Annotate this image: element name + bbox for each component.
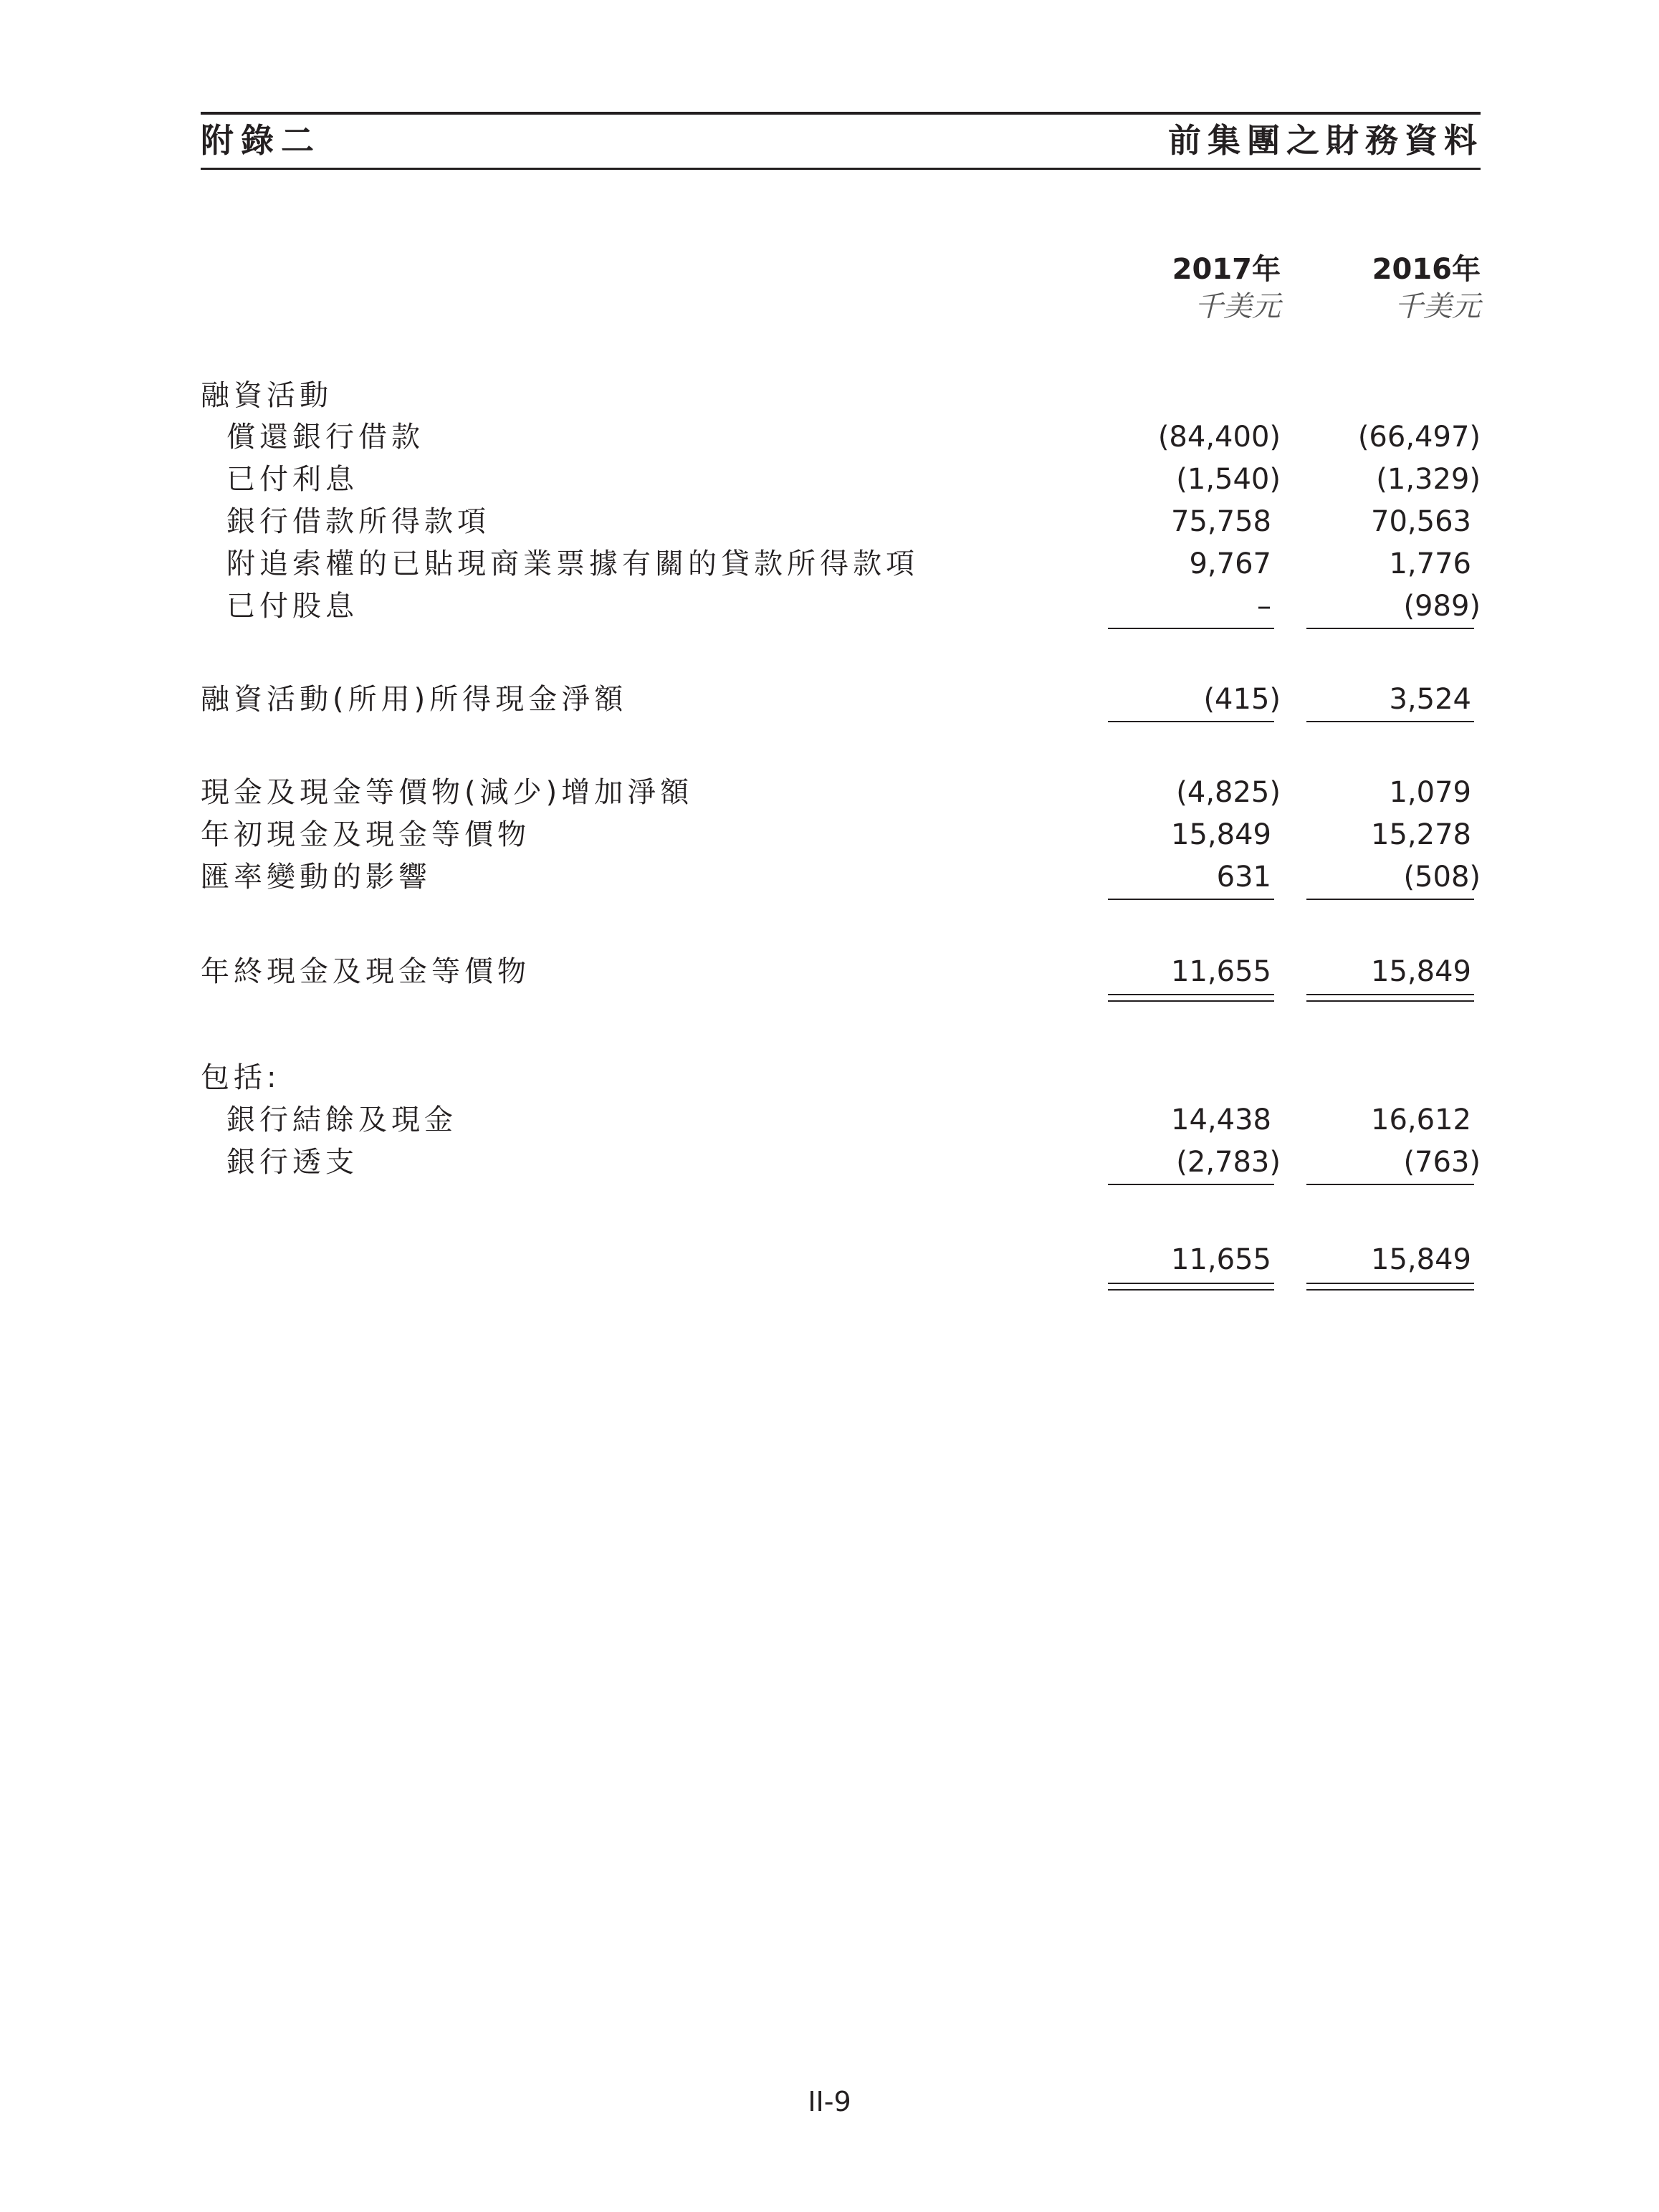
subtotal-rule: [1108, 899, 1274, 900]
table-row: [0, 417, 1659, 457]
page-number: II-9: [808, 2086, 851, 2117]
row-label: 償還銀行借款: [226, 421, 424, 454]
header-top-rule: [201, 112, 1481, 115]
value-2016: (66,497): [1357, 421, 1481, 454]
row-label: 已付利息: [226, 463, 358, 496]
table-row: [0, 1100, 1659, 1140]
value-2016: (763): [1403, 1146, 1481, 1179]
value-2017: (415): [1203, 683, 1281, 716]
table-row: [0, 1058, 1659, 1098]
section-title: 前集團之財務資料: [1168, 121, 1483, 160]
subtotal-rule: [1108, 721, 1274, 722]
column-unit-2016: 千美元: [1395, 290, 1481, 323]
column-header-2017: [1066, 251, 1281, 325]
value-2016: 16,612: [1371, 1103, 1471, 1136]
row-label: 融資活動: [201, 379, 333, 412]
value-2017: 11,655: [1171, 1243, 1271, 1276]
table-row: [0, 459, 1659, 499]
column-header-2016: [1266, 251, 1481, 325]
table-row: [0, 1142, 1659, 1182]
table-row: [0, 857, 1659, 897]
value-2016: 15,849: [1371, 955, 1471, 988]
subtotal-rule: [1306, 899, 1474, 900]
total-double-rule: [1108, 994, 1274, 995]
table-row: [0, 815, 1659, 855]
value-2016: 3,524: [1389, 683, 1471, 716]
total-double-rule: [1306, 1283, 1474, 1284]
value-2016: (1,329): [1376, 463, 1481, 496]
row-label: 融資活動(所用)所得現金淨額: [201, 683, 628, 716]
column-year-2016: 2016年: [1372, 253, 1481, 286]
row-label: 年初現金及現金等價物: [201, 818, 530, 851]
subtotal-rule: [1306, 721, 1474, 722]
row-label: 已付股息: [226, 590, 358, 623]
table-row: [0, 952, 1659, 992]
header-bottom-rule: [201, 168, 1481, 170]
total-double-rule: [1108, 1000, 1274, 1002]
value-2016: 70,563: [1371, 505, 1471, 538]
value-2016: (989): [1403, 590, 1481, 623]
column-unit-2017: 千美元: [1195, 290, 1281, 323]
value-2017: 75,758: [1171, 505, 1271, 538]
total-double-rule: [1108, 1289, 1274, 1291]
row-label: 匯率變動的影響: [201, 861, 431, 894]
value-2017: (4,825): [1176, 776, 1281, 809]
row-label: 包括:: [201, 1061, 281, 1094]
column-year-2017: 2017年: [1172, 253, 1281, 286]
table-row: [0, 772, 1659, 813]
total-double-rule: [1306, 1289, 1474, 1291]
table-row: [0, 544, 1659, 584]
row-label: 附追索權的已貼現商業票據有關的貸款所得款項: [226, 547, 919, 580]
value-2017: (84,400): [1157, 421, 1281, 454]
table-row: [0, 502, 1659, 542]
value-2017: (1,540): [1176, 463, 1281, 496]
value-2017: (2,783): [1176, 1146, 1281, 1179]
subtotal-rule: [1108, 628, 1274, 629]
value-2016: 15,849: [1371, 1243, 1471, 1276]
table-row: [0, 586, 1659, 626]
subtotal-rule: [1306, 628, 1474, 629]
table-row: [0, 1240, 1659, 1280]
row-label: 年終現金及現金等價物: [201, 955, 530, 988]
value-2016: (508): [1403, 861, 1481, 894]
subtotal-rule: [1306, 1184, 1474, 1185]
table-row: [0, 679, 1659, 719]
table-row: [0, 375, 1659, 416]
row-label: 銀行透支: [226, 1146, 358, 1179]
value-2017: 15,849: [1171, 818, 1271, 851]
row-label: 現金及現金等價物(減少)增加淨額: [201, 776, 694, 809]
row-label: 銀行借款所得款項: [226, 505, 490, 538]
appendix-title: 附錄二: [201, 121, 321, 160]
value-2016: 1,776: [1389, 547, 1471, 580]
value-2017: 14,438: [1171, 1103, 1271, 1136]
value-2016: 1,079: [1389, 776, 1471, 809]
value-2016: 15,278: [1371, 818, 1471, 851]
subtotal-rule: [1108, 1184, 1274, 1185]
value-2017: 11,655: [1171, 955, 1271, 988]
value-2017: –: [1257, 590, 1271, 623]
value-2017: 631: [1216, 861, 1271, 894]
value-2017: 9,767: [1189, 547, 1271, 580]
total-double-rule: [1306, 1000, 1474, 1002]
total-double-rule: [1306, 994, 1474, 995]
total-double-rule: [1108, 1283, 1274, 1284]
row-label: 銀行結餘及現金: [226, 1103, 457, 1136]
